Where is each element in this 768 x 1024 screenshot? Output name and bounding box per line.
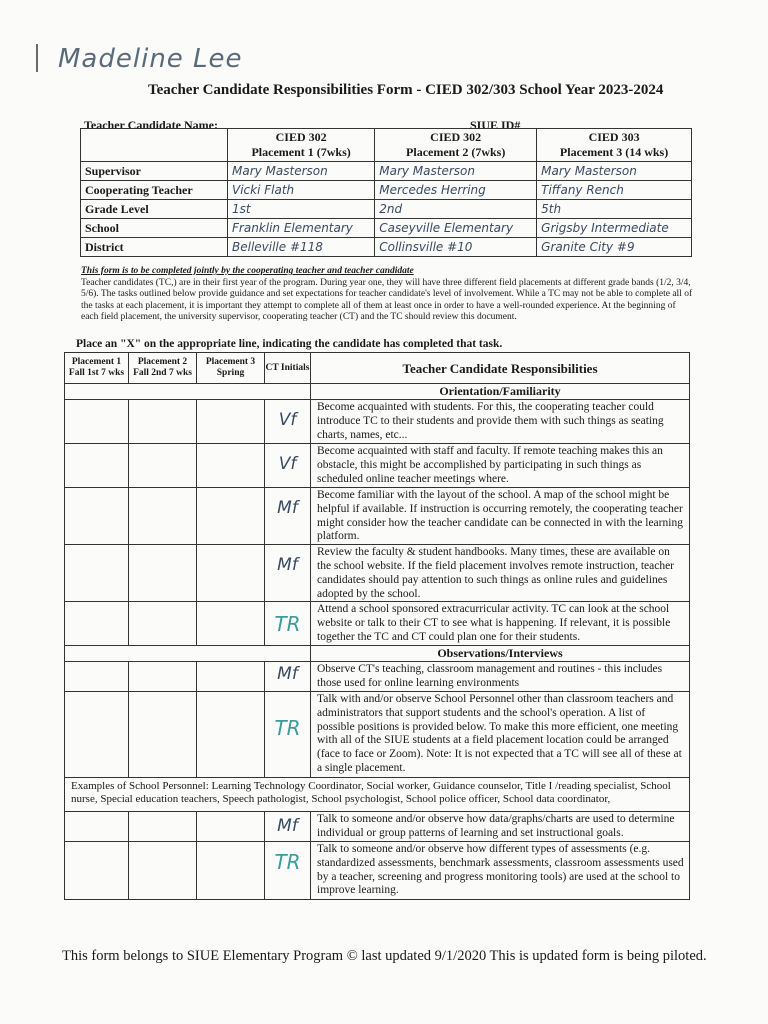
- placement-1-cell[interactable]: [65, 811, 129, 841]
- task-text: Observe CT's teaching, classroom management and routines - this includes those used for online learning environments: [311, 662, 690, 692]
- handwritten-value: Vicki Flath: [228, 181, 375, 200]
- task-row: [65, 488, 690, 545]
- section-title-orientation: Orientation/Familiarity: [311, 384, 690, 400]
- placement-2-cell[interactable]: [129, 691, 197, 777]
- task-text: Talk with and/or observe School Personnel other than classroom teachers and administrators that support students and the school's operation. A list of possible positions is provided below. To make this more efficient, one meeting with all of the SIUE students at a field placement location could be arranged (face to face or Zoom). Note: It is not expected that a TC will see all of these at a single placement.: [311, 691, 690, 777]
- placement-2-cell[interactable]: [129, 488, 197, 545]
- placement-1-cell[interactable]: [65, 400, 129, 444]
- handwritten-value: Collinsville #10: [375, 238, 537, 257]
- col-header-placement-1: Placement 1 Fall 1st 7 wks: [65, 353, 129, 384]
- task-row: [65, 662, 690, 692]
- placement-3-cell[interactable]: [197, 602, 265, 646]
- info-label: Cooperating Teacher: [81, 181, 228, 200]
- handwritten-value: Belleville #118: [228, 238, 375, 257]
- placement-3-cell[interactable]: [197, 841, 265, 899]
- ct-initials-cell[interactable]: [265, 841, 311, 899]
- placement-1-header: [228, 129, 375, 162]
- handwritten-value: Tiffany Rench: [537, 181, 692, 200]
- placement-3-cell[interactable]: [197, 662, 265, 692]
- task-row: [65, 400, 690, 444]
- info-label: Supervisor: [81, 162, 228, 181]
- task-row: [65, 841, 690, 899]
- handwritten-value: 1st: [228, 200, 375, 219]
- task-text: Become acquainted with staff and faculty. If remote teaching makes this an obstacle, this might be accomplished by participating in such things as scheduled online teacher meetings where.: [311, 444, 690, 488]
- teacher-candidate-name-label: Teacher Candidate Name:: [84, 118, 218, 132]
- placement-1-cell[interactable]: [65, 488, 129, 545]
- col-header-placement-2: Placement 2 Fall 2nd 7 wks: [129, 353, 197, 384]
- responsibilities-table: [64, 352, 690, 900]
- handwritten-value: Grigsby Intermediate: [537, 219, 692, 238]
- task-text: Review the faculty & student handbooks. Many times, these are available on the school website. If the field placement involves remote instruction, teacher candidates should pay attention to such things as online rules and guidelines adopted by the school.: [311, 545, 690, 602]
- school-personnel-examples: Examples of School Personnel: Learning Technology Coordinator, Social worker, Guidance counselor, Title I /reading specialist, School nurse, Special education teachers, Speech pathologist, School psychologist, School police officer, School data coordinator,: [65, 777, 690, 811]
- placement-1-label: Placement 1 (7wks): [251, 145, 351, 159]
- placement-2-cell[interactable]: [129, 811, 197, 841]
- placement-3-cell[interactable]: [197, 400, 265, 444]
- section-title-observations: Observations/Interviews: [311, 646, 690, 662]
- placement-2-course: CIED 302: [430, 130, 482, 144]
- task-text: Talk to someone and/or observe how data/graphs/charts are used to determine individual or group patterns of learning and set instructional goals.: [311, 811, 690, 841]
- placement-1-cell[interactable]: [65, 444, 129, 488]
- ct-initials: TR: [274, 612, 301, 637]
- placement-3-cell[interactable]: [197, 545, 265, 602]
- placement-1-cell[interactable]: [65, 691, 129, 777]
- ct-initials: Vf: [278, 454, 297, 474]
- ct-initials: TR: [274, 849, 301, 874]
- placement-3-header: [537, 129, 692, 162]
- place-x-instruction: Place an "X" on the appropriate line, indicating the candidate has completed that task.: [76, 338, 503, 350]
- siue-id-label: SIUE ID#: [470, 118, 521, 132]
- task-row: [65, 602, 690, 646]
- section-row-observations: [65, 646, 690, 662]
- task-row: [65, 811, 690, 841]
- info-row-cooperating-teacher: [81, 181, 692, 200]
- col-header-ct-initials: CT Initials: [265, 353, 311, 384]
- placement-3-cell[interactable]: [197, 811, 265, 841]
- col-header-responsibilities: Teacher Candidate Responsibilities: [311, 353, 690, 384]
- ct-initials-cell[interactable]: [265, 400, 311, 444]
- instructions-heading: This form is to be completed jointly by the cooperating teacher and teacher candidate: [81, 266, 414, 276]
- ct-initials-cell[interactable]: [265, 811, 311, 841]
- ct-initials-cell[interactable]: [265, 662, 311, 692]
- info-header-blank: [81, 129, 228, 162]
- placement-3-cell[interactable]: [197, 444, 265, 488]
- placement-1-cell[interactable]: [65, 841, 129, 899]
- section-row-orientation: [65, 384, 690, 400]
- task-row: [65, 545, 690, 602]
- placement-2-cell[interactable]: [129, 545, 197, 602]
- placement-3-cell[interactable]: [197, 488, 265, 545]
- info-row-grade-level: [81, 200, 692, 219]
- info-label: School: [81, 219, 228, 238]
- ct-initials: Vf: [278, 410, 297, 430]
- placement-2-cell[interactable]: [129, 400, 197, 444]
- handwritten-value: Mary Masterson: [537, 162, 692, 181]
- placement-3-course: CIED 303: [588, 130, 640, 144]
- task-text: Talk to someone and/or observe how different types of assessments (e.g. standardized assessments, benchmark assessments, classroom assessments used by a teacher, screening and progress monitoring tools) are used at the school to improve learning.: [311, 841, 690, 899]
- handwritten-value: Mary Masterson: [228, 162, 375, 181]
- handwritten-value: 5th: [537, 200, 692, 219]
- task-text: Attend a school sponsored extracurricular activity. TC can look at the school website or talk to their CT to see what is happening. If relevant, it is possible together the TC and CT could plan one for their students.: [311, 602, 690, 646]
- handwritten-value: Granite City #9: [537, 238, 692, 257]
- placement-info-table: [80, 128, 692, 257]
- placement-2-cell[interactable]: [129, 444, 197, 488]
- task-row: [65, 691, 690, 777]
- placement-1-cell[interactable]: [65, 602, 129, 646]
- placement-2-cell[interactable]: [129, 841, 197, 899]
- ct-initials: Mf: [277, 664, 298, 685]
- ct-initials: Mf: [277, 815, 298, 836]
- info-label: District: [81, 238, 228, 257]
- footer-note: This form belongs to SIUE Elementary Program © last updated 9/1/2020 This is updated form is being piloted.: [62, 948, 707, 964]
- task-text: Become acquainted with students. For this, the cooperating teacher could introduce TC to their students and provide them with such things as seating charts, names, etc...: [311, 400, 690, 444]
- placement-1-cell[interactable]: [65, 545, 129, 602]
- info-header-row: [81, 129, 692, 162]
- info-row-supervisor: [81, 162, 692, 181]
- placement-2-label: Placement 2 (7wks): [406, 145, 506, 159]
- form-title: Teacher Candidate Responsibilities Form - CIED 302/303 School Year 2023-2024: [148, 82, 664, 98]
- handwritten-value: Caseyville Elementary: [375, 219, 537, 238]
- responsibilities-header-row: [65, 353, 690, 384]
- placement-2-cell[interactable]: [129, 602, 197, 646]
- ct-initials: TR: [274, 715, 301, 740]
- handwritten-value: Franklin Elementary: [228, 219, 375, 238]
- section-blank: [65, 646, 311, 662]
- section-blank: [65, 384, 311, 400]
- handwritten-value: Mercedes Herring: [375, 181, 537, 200]
- info-label: Grade Level: [81, 200, 228, 219]
- ct-initials-cell[interactable]: [265, 691, 311, 777]
- ct-initials-cell[interactable]: [265, 602, 311, 646]
- handwritten-value: Mary Masterson: [375, 162, 537, 181]
- ct-initials-cell[interactable]: [265, 488, 311, 545]
- placement-2-cell[interactable]: [129, 662, 197, 692]
- placement-3-cell[interactable]: [197, 691, 265, 777]
- ct-initials-cell[interactable]: [265, 545, 311, 602]
- instructions-text: Teacher candidates (TC,) are in their first year of the program. During year one, they will have three different field placements at different grade bands (1/2, 3/4, 5/6). The tasks outlined below provide guidance and set expectations for teacher candidate's level of involvement. While a TC may not be able to complete all of the tasks at each placement, it is important they attempt to complete all of them at least once in order to have a well-rounded experience. At the beginning of each field placement, the university supervisor, cooperating teacher (CT) and the TC should review this document.: [81, 277, 693, 322]
- task-text: Become familiar with the layout of the school. A map of the school might be helpful if available. If instruction is occurring remotely, the cooperating teacher might consider how the teacher candidate can be connected in with the learning platform.: [311, 488, 690, 545]
- placement-2-header: [375, 129, 537, 162]
- ct-initials: Mf: [277, 498, 298, 518]
- margin-line: [36, 44, 38, 72]
- placement-1-cell[interactable]: [65, 662, 129, 692]
- instructions-block: [81, 266, 693, 324]
- student-name: Madeline Lee: [58, 44, 243, 74]
- examples-row: [65, 777, 690, 811]
- handwritten-value: 2nd: [375, 200, 537, 219]
- ct-initials: Mf: [277, 555, 298, 576]
- info-row-school: [81, 219, 692, 238]
- placement-3-label: Placement 3 (14 wks): [559, 145, 669, 159]
- col-header-placement-3: Placement 3 Spring: [197, 353, 265, 384]
- ct-initials-cell[interactable]: [265, 444, 311, 488]
- placement-1-course: CIED 302: [275, 130, 327, 144]
- info-row-district: [81, 238, 692, 257]
- task-row: [65, 444, 690, 488]
